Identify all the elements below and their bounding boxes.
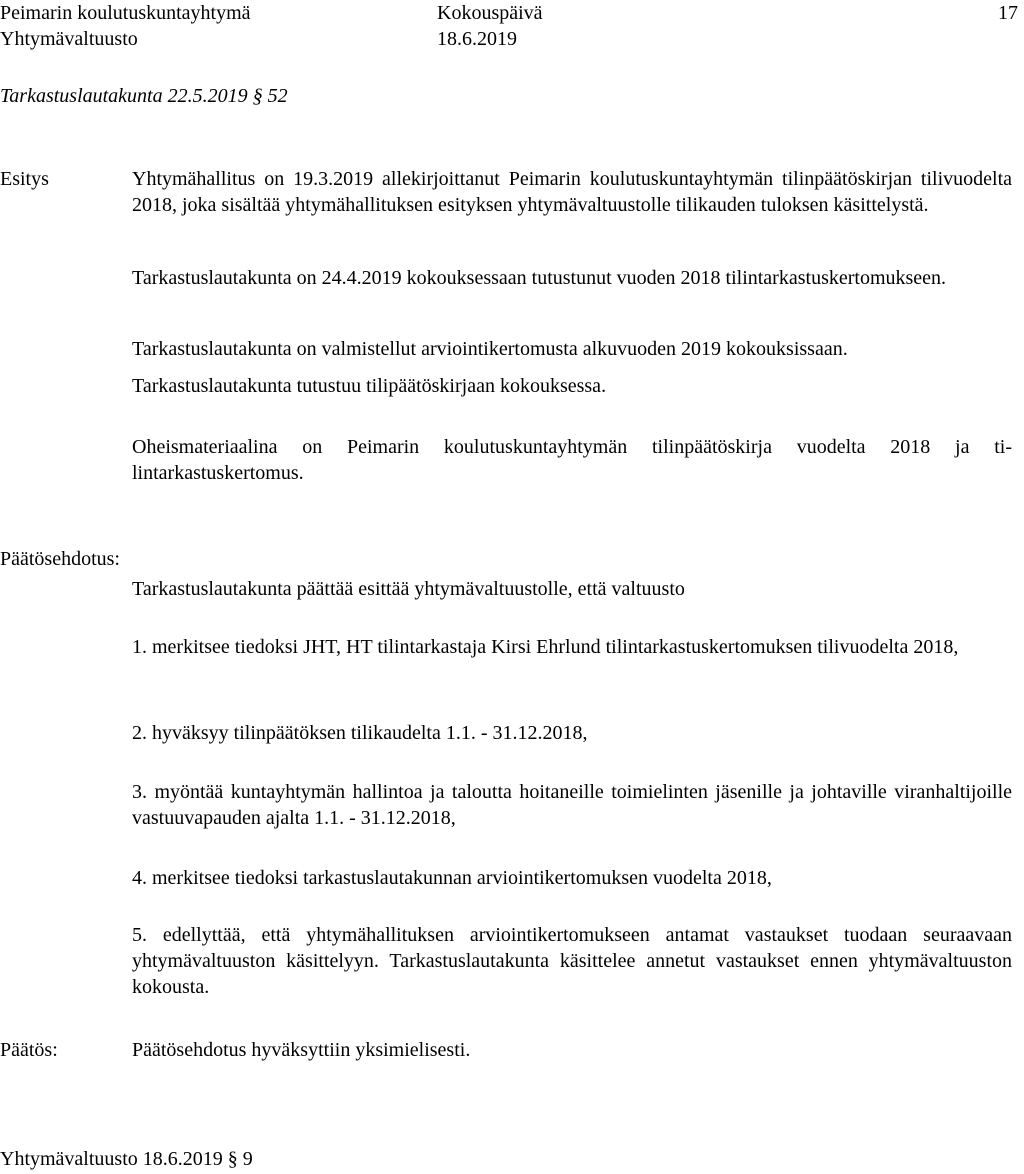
paatosehdotus-item-5: 5. edellyttää, että yhtymähallituksen arviointikertomukseen antamat vastaukset tuodaan seuraavaan yhtymävaltuuston käsittelyyn. Tarkastuslautakunta käsittelee annetut vastaukset ennen yhtymävaltuuston kokousta. [132,924,1012,998]
paatos-label: Päätös: [0,1039,58,1061]
esitys-label: Esitys [0,168,49,190]
header-date: 18.6.2019 [437,28,517,50]
paatosehdotus-item-3: 3. myöntää kuntayhtymän hallintoa ja taloutta hoitaneille toimielinten jäsenille ja johtaville viranhaltijoille vastuuvapauden ajalta 1.1. - 31.12.2018, [132,781,1012,829]
paatosehdotus-item-4: 4. merkitsee tiedoksi tarkastuslautakunnan arviointikertomuksen vuodelta 2018, [132,867,772,889]
paatos-text: Päätösehdotus hyväksyttiin yksimielisesti. [132,1039,471,1061]
header-body: Yhtymävaltuusto [0,28,138,50]
paatosehdotus-intro: Tarkastuslautakunta päättää esittää yhtymävaltuustolle, että valtuusto [132,578,685,600]
esitys-paragraph-1: Yhtymähallitus on 19.3.2019 allekirjoittanut Peimarin koulutuskuntayhtymän tilinpäätöskirjan tilivuodelta 2018, joka sisältää yhtymähallituksen esityksen yhtymävaltuustolle tilikauden tuloksen käsittelystä. [132,168,1012,216]
esitys-paragraph-2: Tarkastuslautakunta on 24.4.2019 kokouksessaan tutustunut vuoden 2018 tilintarkastuskertomukseen. [132,267,947,289]
esitys-paragraph-4: Tarkastuslautakunta tutustuu tilipäätöskirjaan kokouksessa. [132,375,607,397]
paatosehdotus-label: Päätösehdotus: [0,548,120,570]
footer-reference: Yhtymävaltuusto 18.6.2019 § 9 [0,1148,253,1170]
paatosehdotus-item-2: 2. hyväksyy tilinpäätöksen tilikaudelta 1.1. - 31.12.2018, [132,722,588,744]
header-org: Peimarin koulutuskuntayhtymä [0,2,251,24]
esitys-paragraph-3: Tarkastuslautakunta on valmistellut arviointikertomusta alkuvuoden 2019 kokouksissaan. [132,338,848,360]
header-date-label: Kokouspäivä [437,2,543,24]
page-number: 17 [998,2,1018,24]
paatosehdotus-item-1: 1. merkitsee tiedoksi JHT, HT tilintarkastaja Kirsi Ehrlund tilintarkastuskertomuksen tilivuodelta 2018, [132,636,959,658]
esitys-paragraph-5: Oheismateriaalina on Peimarin koulutuskuntayhtymän tilinpäätöskirja vuodelta 2018 ja tilintarkastuskertomus. [132,436,1012,484]
section-reference: Tarkastuslautakunta 22.5.2019 § 52 [0,85,288,107]
